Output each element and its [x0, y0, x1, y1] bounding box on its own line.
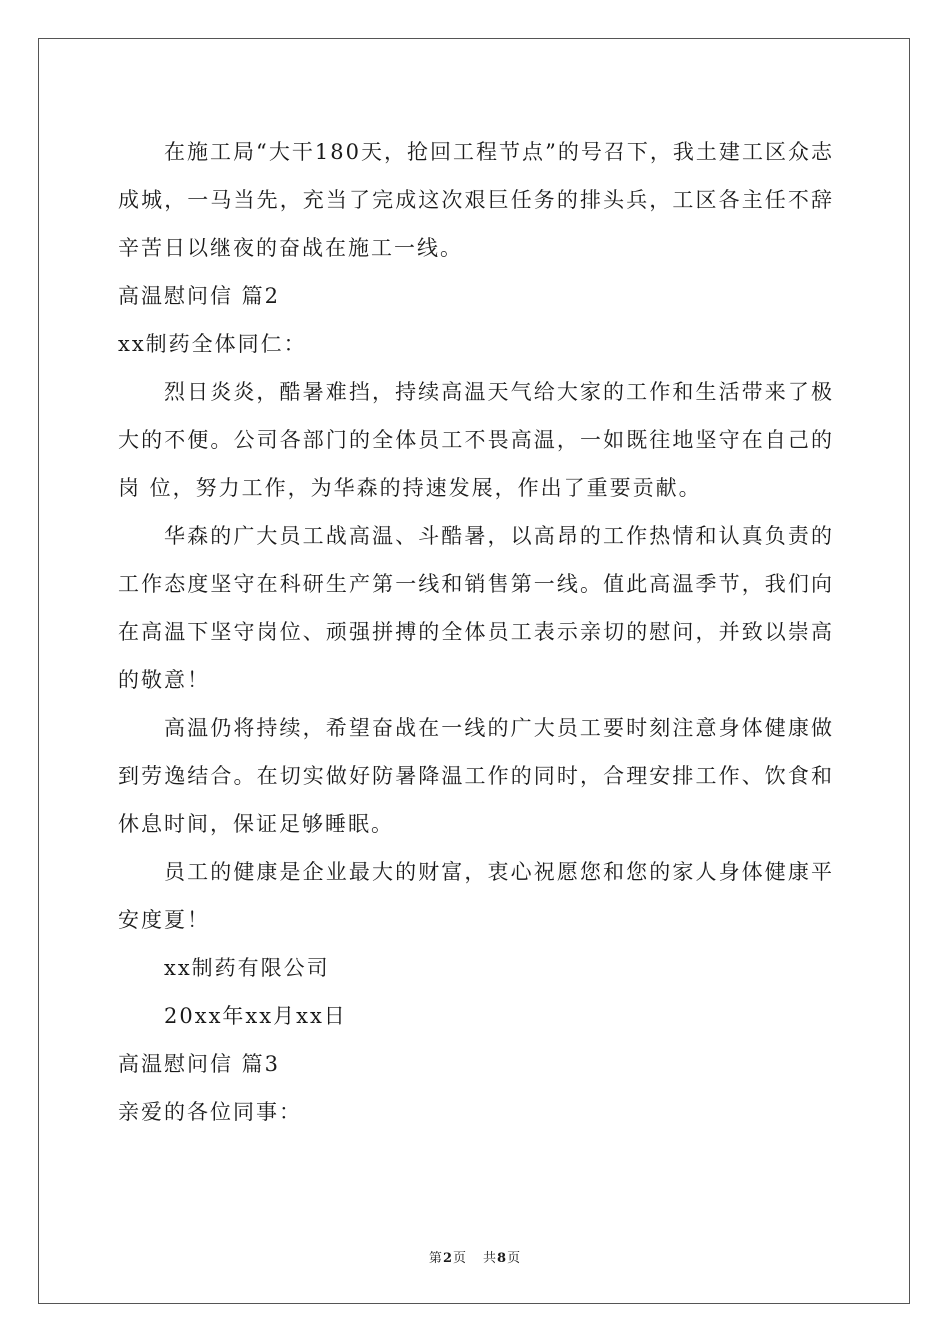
- total-suffix: 页: [507, 1251, 522, 1266]
- section-heading-3: 高温慰问信 篇3: [118, 1052, 281, 1076]
- page-suffix: 页: [452, 1251, 467, 1266]
- document-body: [118, 128, 834, 1136]
- page-prefix: 第: [428, 1251, 443, 1266]
- total-prefix: 共: [483, 1251, 498, 1266]
- paragraph-4: 高温仍将持续，希望奋战在一线的广大员工要时刻注意身体健康做到劳逸结合。在切实做好防暑降温工作的同时，合理安排工作、饮食和休息时间，保证足够睡眠。: [118, 716, 834, 836]
- salutation-2: xx制药全体同仁：: [118, 332, 307, 356]
- paragraph-5: 员工的健康是企业最大的财富，衷心祝愿您和您的家人身体健康平安度夏！: [118, 860, 834, 932]
- page-footer: [0, 1247, 950, 1266]
- paragraph-3: 华森的广大员工战高温、斗酷暑，以高昂的工作热情和认真负责的工作态度坚守在科研生产第一线和销售第一线。值此高温季节，我们向在高温下坚守岗位、顽强拼搏的全体员工表示亲切的慰问，并致以崇高的敬意！: [118, 524, 834, 692]
- paragraph-2: 烈日炎炎，酷暑难挡，持续高温天气给大家的工作和生活带来了极大的不便。公司各部门的全体员工不畏高温，一如既往地坚守在自己的岗 位，努力工作，为华森的持速发展，作出了重要贡献。: [118, 380, 834, 500]
- salutation-3: 亲爱的各位同事：: [118, 1100, 302, 1124]
- total-pages: 8: [497, 1251, 508, 1266]
- signature: xx制药有限公司: [164, 956, 330, 980]
- section-heading-2: 高温慰问信 篇2: [118, 284, 281, 308]
- paragraph-1: 在施工局“大干180天，抢回工程节点”的号召下，我土建工区众志成城，一马当先，充当了完成这次艰巨任务的排头兵，工区各主任不辞辛苦日以继夜的奋战在施工一线。: [118, 140, 834, 260]
- page-number: 2: [442, 1251, 453, 1266]
- date: 20xx年xx月xx日: [164, 1004, 347, 1028]
